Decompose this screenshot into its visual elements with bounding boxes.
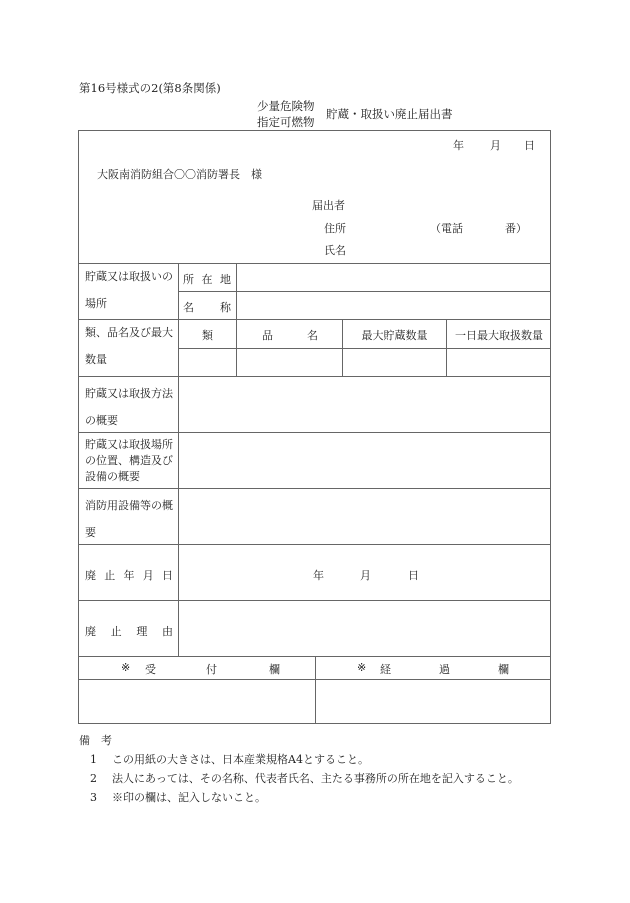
notifier-label: 届出者 [312,199,345,212]
reception-area [81,681,313,722]
structure-input[interactable] [183,437,551,487]
remarks-title: 備 考 [79,734,112,747]
rule [315,656,316,724]
char: ※ [357,661,367,674]
method-input[interactable] [183,381,551,431]
date-year-label: 年 [453,139,464,152]
remark-text: ※印の欄は、記入しないこと。 [112,791,266,804]
rule [179,348,551,349]
char: 欄 [269,663,280,676]
abolition-year-input[interactable] [269,563,313,585]
remark-number: 3 [90,791,97,804]
remark-text: この用紙の大きさは、日本産業規格A4とすること。 [112,753,369,766]
rule [79,600,551,601]
col-item-name [262,327,318,343]
rule [79,488,551,489]
char: 日 [162,569,173,582]
char: 廃 [85,625,96,638]
remark-item [90,751,369,767]
char: 名 [307,329,318,342]
date-month-label: 月 [490,139,501,152]
address-input[interactable] [351,217,431,237]
equipment-label: 消防用設備等の概要 [85,499,173,539]
class-input[interactable] [181,351,237,375]
location-name-label [183,299,231,315]
remark-item [90,789,266,805]
structure-label: 貯蔵又は取扱場所の位置、構造及び設備の概要 [85,438,173,483]
document-title: 貯蔵・取扱い廃止届出書 [326,107,453,121]
char: 廃 [85,569,96,582]
char: 名 [183,301,194,314]
title-prefix-line1: 少量危険物 [257,99,315,113]
char: ※ [121,661,131,674]
quantity-label: 類、品名及び最大数量 [85,326,173,366]
address-label: 住所 [324,222,346,235]
remark-number: 1 [90,753,97,766]
col-max-storage: 最大貯蔵数量 [361,329,428,342]
phone-input[interactable] [463,217,507,237]
location-name-input[interactable] [241,295,545,317]
location-label: 貯蔵又は取扱いの場所 [85,270,173,310]
char: 所 [183,273,194,286]
char: 月 [142,569,154,582]
col-max-daily: 一日最大取扱数量 [455,329,543,342]
char: 止 [104,569,116,582]
item-name-input[interactable] [239,351,343,375]
date-day-label: 日 [524,139,535,152]
char: 止 [110,625,122,638]
form-number: 第16号様式の2(第8条関係) [79,81,221,95]
abolition-date-label [85,567,173,583]
name-label: 氏名 [324,244,346,257]
phone-label: （電話 [430,222,463,235]
title-prefix [257,98,315,130]
remark-number: 2 [90,772,97,785]
char: 年 [123,569,135,582]
max-storage-input[interactable] [345,351,447,375]
location-address-label [183,271,231,287]
remark-text: 法人にあっては、その名称、代表者氏名、主たる事務所の所在地を記入すること。 [112,772,519,785]
char: 理 [136,625,148,638]
abolition-reason-label [85,623,173,639]
rule [178,263,179,656]
abolition-year-label: 年 [313,569,324,582]
char: 品 [262,329,273,342]
notification-form [78,130,551,724]
name-input[interactable] [351,239,535,259]
abolition-day-input[interactable] [377,563,409,585]
abolition-month-input[interactable] [329,563,361,585]
progress-area [318,681,548,722]
char: 付 [206,663,217,676]
rule [179,291,551,292]
abolition-day-label: 日 [408,569,419,582]
char: 受 [145,663,156,676]
phone-suffix: 番） [505,222,527,235]
addressee: 大阪南消防組合〇〇消防署長 様 [97,168,262,181]
char: 欄 [498,663,509,676]
max-daily-input[interactable] [449,351,551,375]
char: 地 [220,273,231,286]
method-label: 貯蔵又は取扱方法の概要 [85,387,173,427]
char: 称 [220,301,231,314]
rule [79,376,551,377]
title-prefix-line2: 指定可燃物 [257,115,315,129]
equipment-input[interactable] [183,493,551,543]
remark-item [90,770,519,786]
char: 過 [439,663,450,676]
char: 在 [201,273,213,286]
location-address-input[interactable] [241,267,545,289]
abolition-month-label: 月 [360,569,371,582]
col-class: 類 [202,329,213,342]
char: 由 [161,625,173,638]
char: 経 [380,663,391,676]
abolition-reason-input[interactable] [183,605,551,655]
